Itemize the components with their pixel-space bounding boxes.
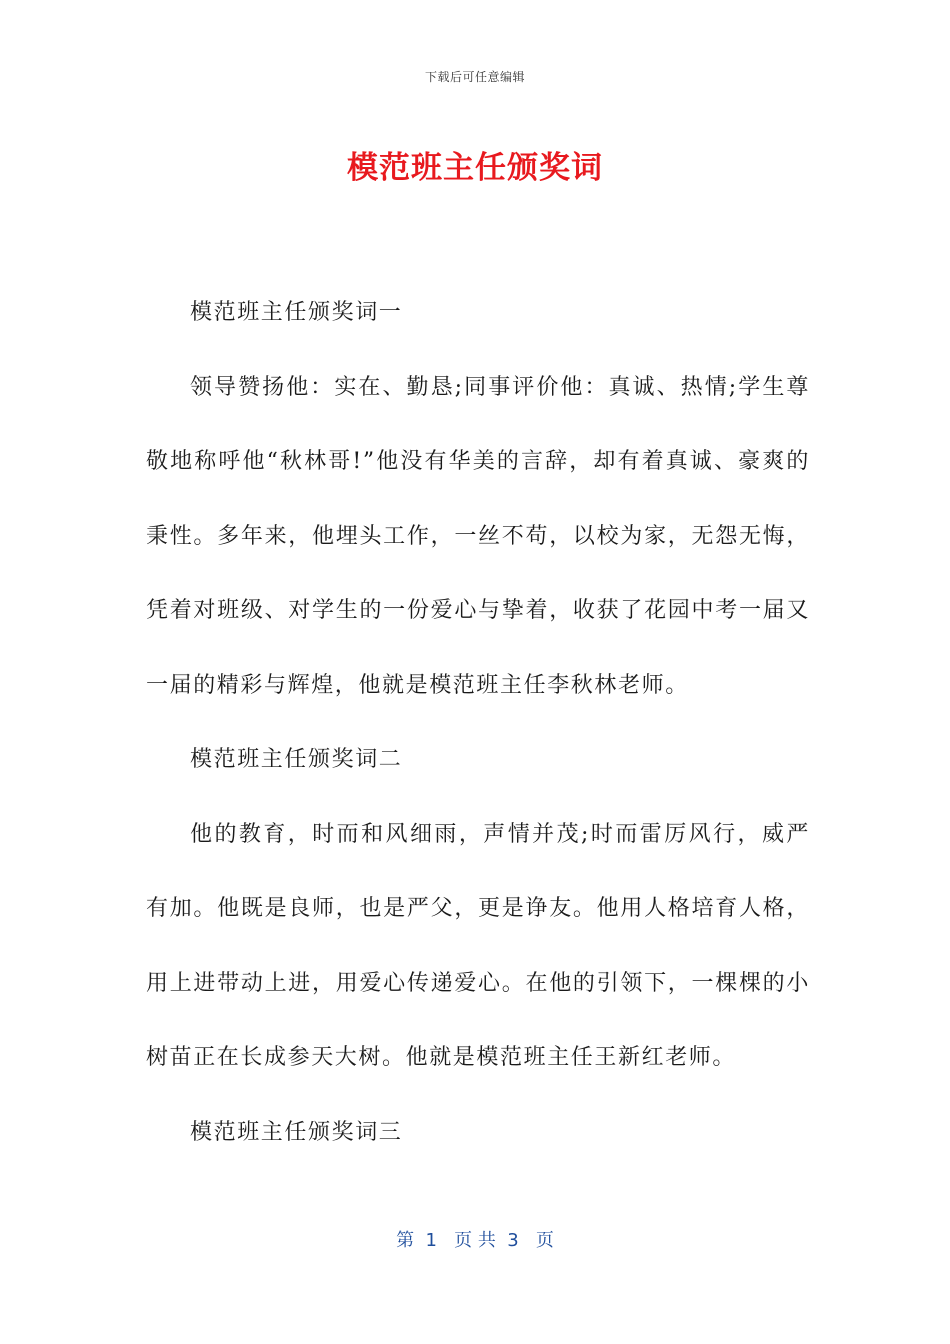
award-text-two: 他的教育，时而和风细雨，声情并茂;时而雷厉风行，威严有加。他既是良师，也是严父，更是诤友。他用人格培育人格，用上进带动上进，用爱心传递爱心。在他的引领下，一棵棵的小树苗正在长成参天大树。他就是模范班主任王新红老师。 bbox=[146, 821, 810, 1070]
document-body bbox=[146, 276, 810, 1170]
section-heading-two: 模范班主任颁奖词二 bbox=[190, 747, 403, 772]
header-note: 下载后可任意编辑 bbox=[424, 70, 525, 84]
award-text-one: 领导赞扬他：实在、勤恳;同事评价他：真诚、热情;学生尊敬地称呼他“秋林哥!”他没有华美的言辞，却有着真诚、豪爽的秉性。多年来，他埋头工作，一丝不苟，以校为家，无怨无悔，凭着对班级、对学生的一份爱心与挚着，收获了花园中考一届又一届的精彩与辉煌，他就是模范班主任李秋林老师。 bbox=[146, 374, 810, 698]
section-heading-three: 模范班主任颁奖词三 bbox=[190, 1119, 403, 1145]
document-title: 模范班主任颁奖词 bbox=[347, 150, 603, 186]
page-number-footer: 第 1 页 共 3 页 bbox=[396, 1230, 554, 1251]
section-heading-one: 模范班主任颁奖词一 bbox=[190, 300, 403, 325]
